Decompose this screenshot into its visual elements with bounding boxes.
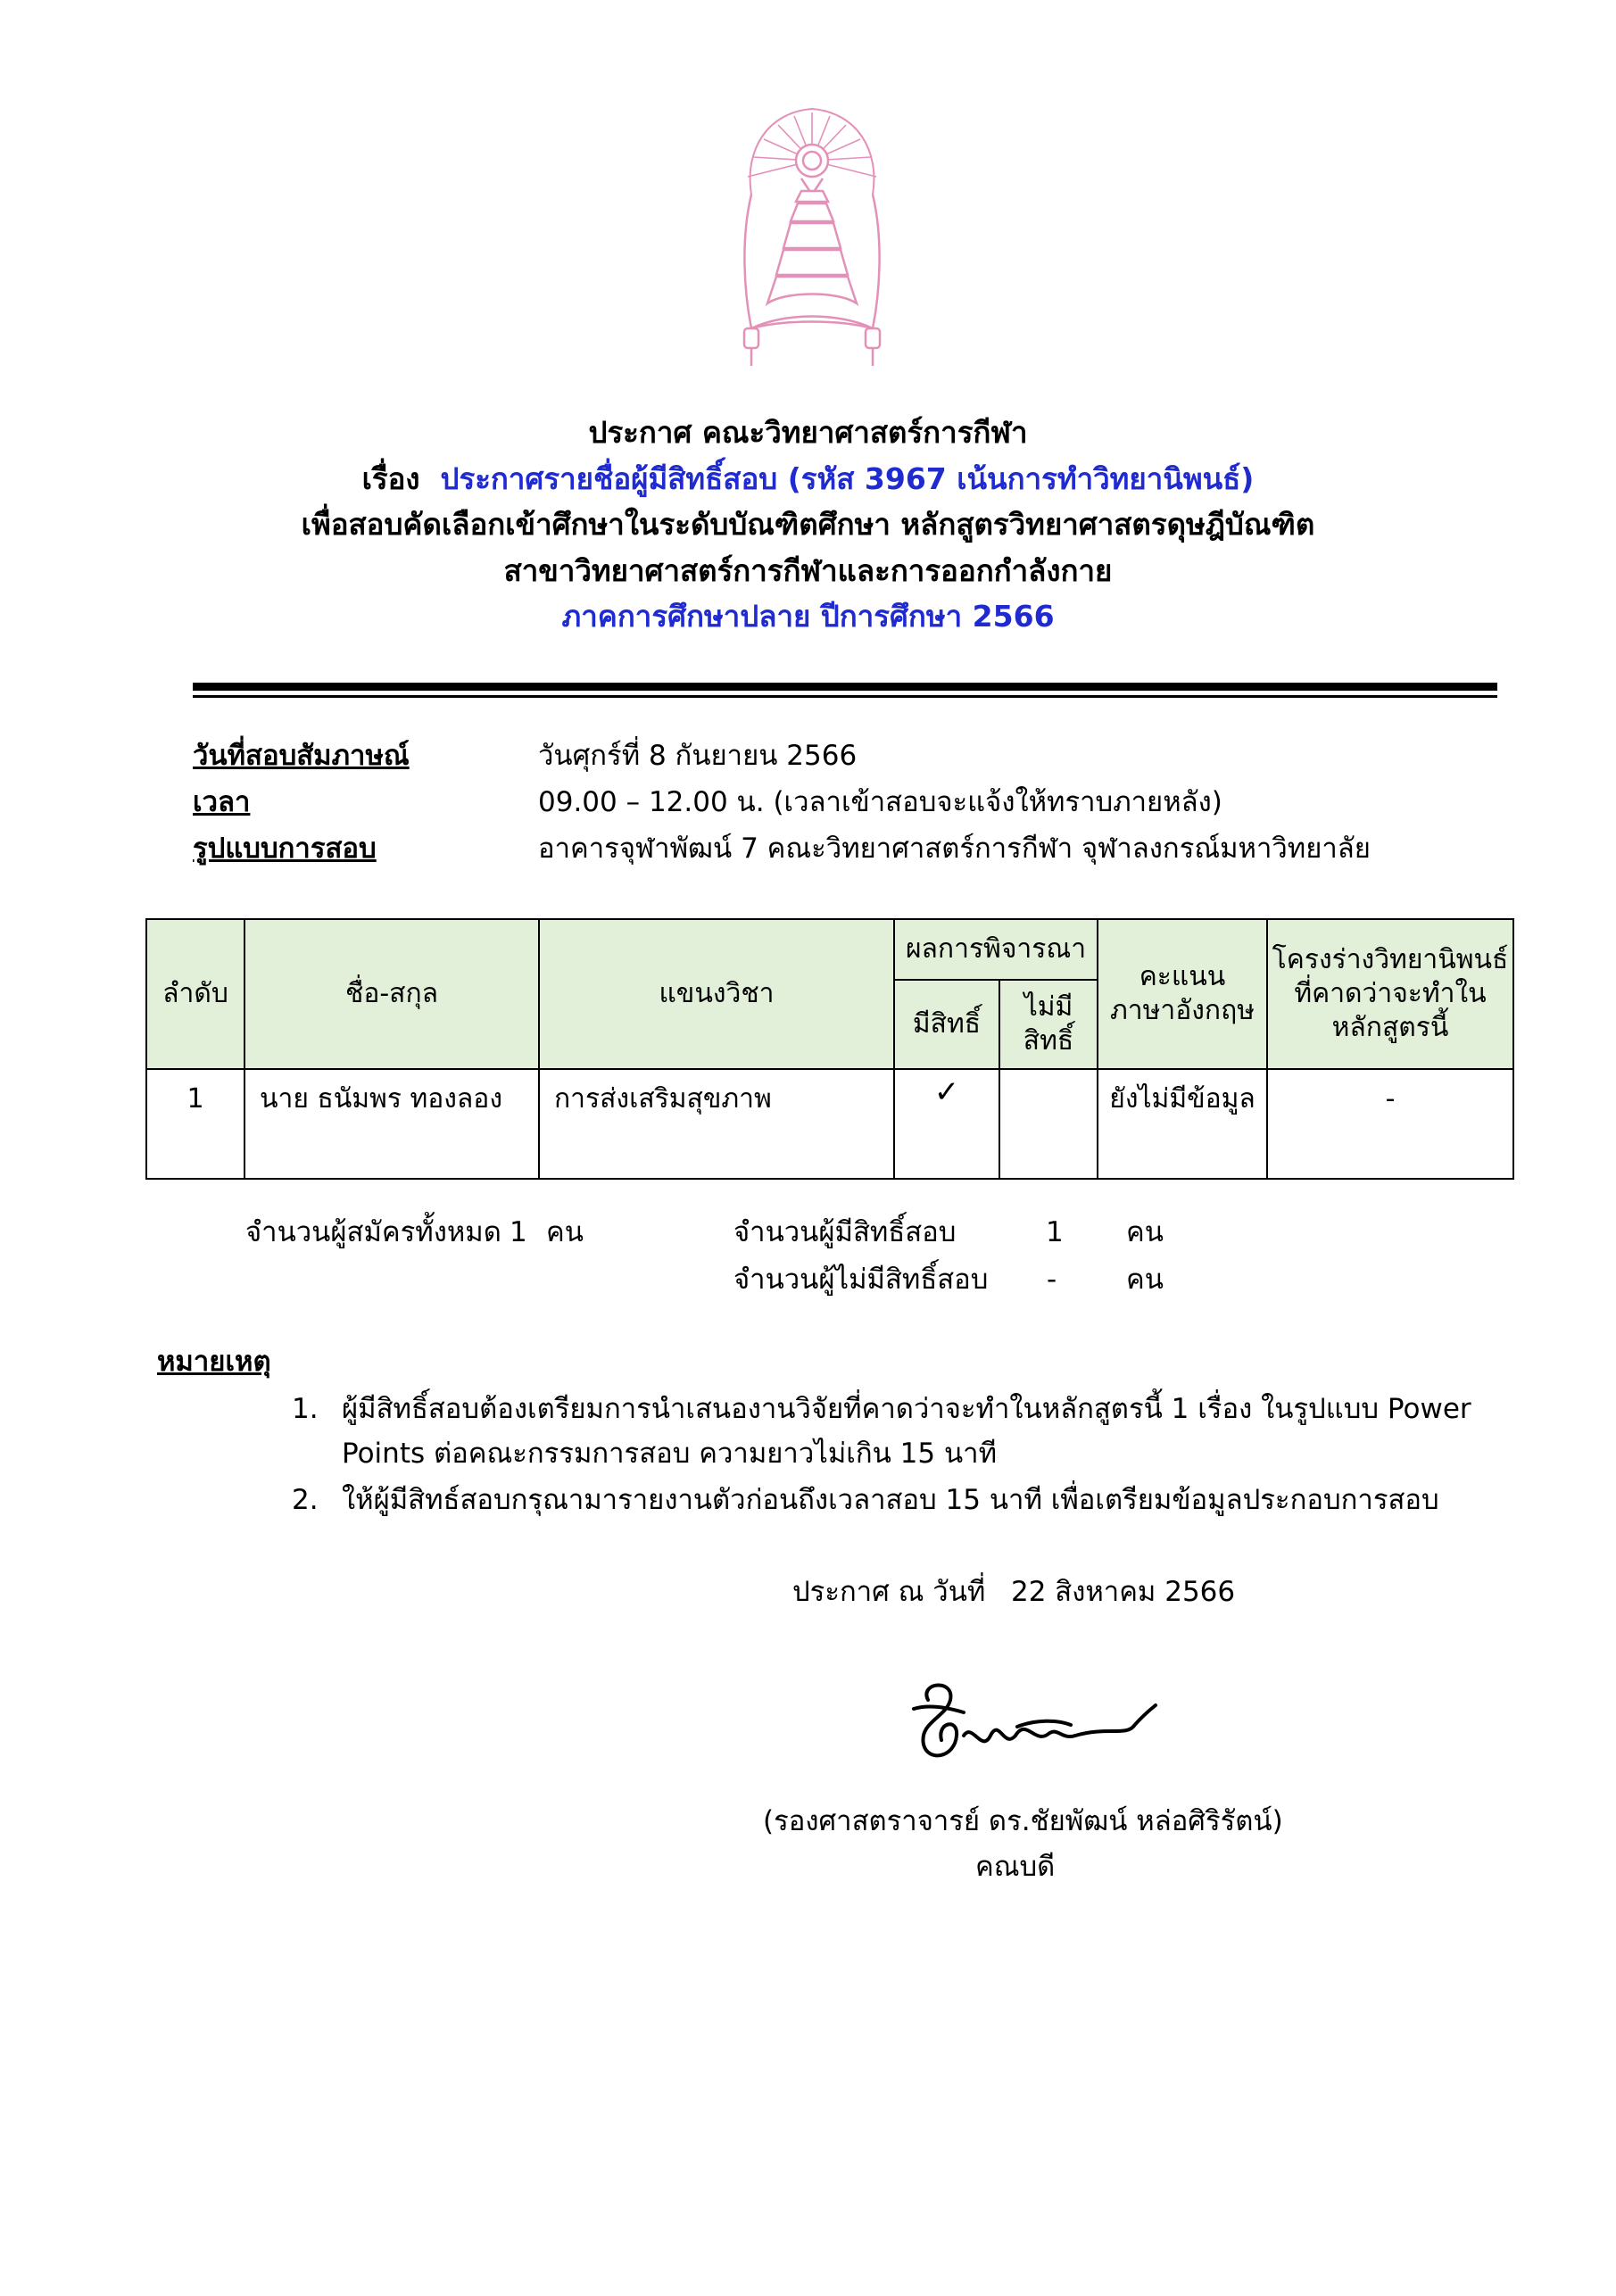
exam-format-label: รูปแบบการสอบ [193, 833, 377, 865]
summary-total-value: 1 [510, 1216, 527, 1248]
summary-not-eligible-unit: คน [1126, 1264, 1164, 1296]
header-not-eligible-line2: สิทธิ์ [1023, 1025, 1074, 1057]
remark-2-line1: ให้ผู้มีสิทธ์สอบกรุณามารายงานตัวก่อนถึงเวลาสอบ 15 นาที เพื่อเตรียมข้อมูลประกอบการสอบ [342, 1484, 1439, 1516]
header-line4: สาขาวิทยาศาสตร์การกีฬาและการออกกำลังกาย [503, 553, 1113, 588]
table-header-row [146, 919, 1513, 980]
header-line3: เพื่อสอบคัดเลือกเข้าศึกษาในระดับบัณฑิตศึกษา หลักสูตรวิทยาศาสตรดุษฎีบัณฑิต [301, 507, 1315, 542]
summary-total-label: จำนวนผู้สมัครทั้งหมด [245, 1216, 501, 1248]
exam-time-value: 09.00 – 12.00 น. (เวลาเข้าสอบจะแจ้งให้ทราบภายหลัง) [538, 786, 1222, 818]
table-row [146, 1069, 1513, 1179]
remarks-title: หมายเหตุ [157, 1346, 271, 1378]
header-name: ชื่อ-สกุล [244, 919, 539, 1069]
header-line5: ภาคการศึกษาปลาย ปีการศึกษา 2566 [561, 599, 1055, 634]
header-score-line1: คะแนน [1139, 961, 1226, 992]
university-seal-icon [732, 105, 892, 373]
cell-score: ยังไม่มีข้อมูล [1098, 1069, 1267, 1179]
exam-date-value: วันศุกร์ที่ 8 กันยายน 2566 [538, 740, 858, 772]
remark-1-line2: Points ต่อคณะกรรมการสอบ ความยาวไม่เกิน 15 นาที [342, 1438, 998, 1470]
header-eligible: มีสิทธิ์ [894, 980, 999, 1069]
header-proposal-line1: โครงร่างวิทยานิพนธ์ [1272, 944, 1509, 975]
signatory-position: คณบดี [975, 1851, 1056, 1883]
results-table [145, 918, 1514, 1180]
announce-date: 22 สิงหาคม 2566 [1011, 1576, 1236, 1608]
summary-total-unit: คน [546, 1216, 584, 1248]
remark-2-number: 2. [292, 1484, 319, 1516]
remark-1-line1: ผู้มีสิทธิ์สอบต้องเตรียมการนำเสนองานวิจัยที่คาดว่าจะทำในหลักสูตรนี้ 1 เรื่อง ในรูปแบบ Power [342, 1393, 1471, 1425]
summary-eligible-unit: คน [1126, 1216, 1164, 1248]
header-divider-thin [193, 695, 1497, 698]
signatory-name: (รองศาสตราจารย์ ดร.ชัยพัฒน์ หล่อศิริรัตน์) [763, 1805, 1283, 1837]
header-line1: ประกาศ คณะวิทยาศาสตร์การกีฬา [588, 415, 1028, 450]
header-proposal [1267, 919, 1513, 1069]
signature-image [901, 1673, 1169, 1771]
announce-label: ประกาศ ณ วันที่ [792, 1576, 986, 1608]
header-subject-prefix: เรื่อง [361, 461, 420, 496]
remark-1-number: 1. [292, 1393, 319, 1425]
summary-eligible-label: จำนวนผู้มีสิทธิ์สอบ [733, 1216, 957, 1248]
exam-format-value: อาคารจุฬาพัฒน์ 7 คณะวิทยาศาสตร์การกีฬา จุฬาลงกรณ์มหาวิทยาลัย [538, 833, 1371, 865]
summary-not-eligible-value: - [1047, 1264, 1057, 1296]
header-not-eligible-line1: ไม่มี [1023, 991, 1073, 1023]
cell-name: นาย ธนัมพร ทองลอง [244, 1069, 539, 1179]
header-score-line2: ภาษาอังกฤษ [1110, 995, 1256, 1026]
header-line2 [0, 456, 1616, 502]
summary-not-eligible-label: จำนวนผู้ไม่มีสิทธิ์สอบ [733, 1264, 989, 1296]
cell-proposal: - [1267, 1069, 1513, 1179]
header-field: แขนงวิชา [539, 919, 894, 1069]
summary-eligible-value: 1 [1046, 1216, 1064, 1248]
cell-no: 1 [146, 1069, 244, 1179]
header-not-eligible [999, 980, 1098, 1069]
exam-time-label: เวลา [193, 786, 251, 818]
cell-field: การส่งเสริมสุขภาพ [539, 1069, 894, 1179]
header-subject-title: ประกาศรายชื่อผู้มีสิทธิ์สอบ (รหัส 3967 เน้นการทำวิทยานิพนธ์) [440, 461, 1255, 496]
cell-eligible-check-icon: ✓ [894, 1069, 999, 1179]
header-no: ลำดับ [146, 919, 244, 1069]
header-proposal-line2: ที่คาดว่าจะทำใน [1294, 978, 1487, 1009]
cell-not-eligible [999, 1069, 1098, 1179]
header-score [1098, 919, 1267, 1069]
header-proposal-line3: หลักสูตรนี้ [1331, 1012, 1449, 1043]
header-divider-thick [193, 683, 1497, 691]
exam-date-label: วันที่สอบสัมภาษณ์ [193, 740, 410, 772]
header-result: ผลการพิจารณา [894, 919, 1098, 980]
